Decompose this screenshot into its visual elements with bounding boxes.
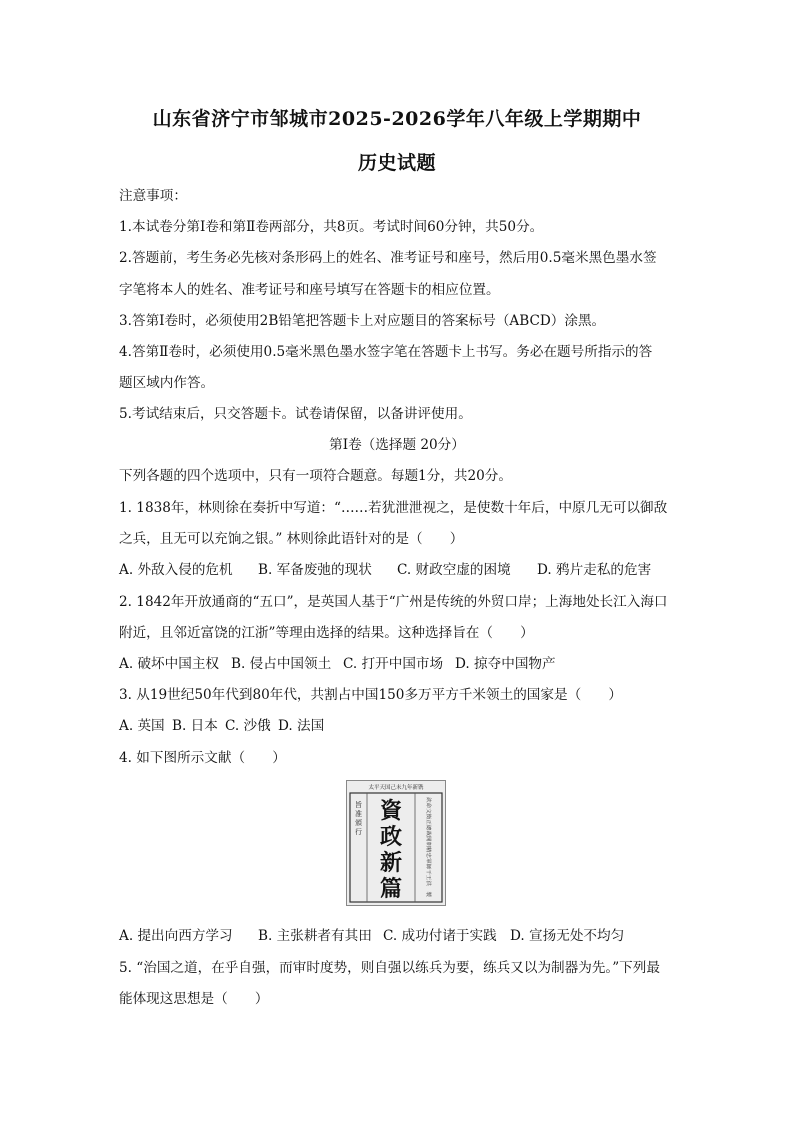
- question-2-line: 附近，且邻近富饶的江浙”等理由选择的结果。这种选择旨在（ ）: [119, 625, 534, 641]
- q1-option-a: A. 外敌入侵的危机: [119, 562, 233, 578]
- question-2-line: 2. 1842年开放通商的“五口”，是英国人基于“广州是传统的外贸口岸；上海地处长江入海口: [119, 594, 668, 610]
- q2-option-b: B. 侵占中国领土: [231, 656, 332, 672]
- section-instruction: 下列各题的四个选项中，只有一项符合题意。每题1分，共20分。: [119, 468, 512, 484]
- q2-option-c: C. 打开中国市场: [343, 656, 444, 672]
- question-5-line: 能体现这思想是（ ）: [119, 991, 269, 1007]
- cover-main-char: 政: [379, 824, 403, 850]
- notes-heading: 注意事项：: [119, 188, 187, 204]
- note-line: 字笔将本人的姓名、准考证号和座号填写在答题卡的相应位置。: [119, 282, 500, 298]
- section-heading: 第Ⅰ卷（选择题 20分）: [329, 437, 465, 453]
- note-line: 3.答第Ⅰ卷时，必须使用2B铅笔把答题卡上对应题目的答案标号（ABCD）涂黑。: [119, 313, 606, 329]
- cover-top-text: 太平天国己未九年新镌: [368, 785, 424, 791]
- q3-option-a: A. 英国: [119, 718, 165, 734]
- q4-option-d: D. 宣扬无处不均匀: [510, 928, 625, 944]
- note-line: 1.本试卷分第Ⅰ卷和第Ⅱ卷两部分，共8页。考试时间60分钟，共50分。: [119, 219, 544, 235]
- cover-left-char: 行: [355, 828, 362, 836]
- question-1-line: 1. 1838年，林则徐在奏折中写道：“……若犹泄泄视之，是使数十年后，中原几无可以御敌: [119, 500, 668, 516]
- cover-left-char: 頒: [355, 819, 362, 827]
- q2-option-d: D. 掠夺中国物产: [455, 656, 556, 672]
- note-line: 题区域内作答。: [119, 375, 215, 391]
- cover-main-char: 新: [379, 850, 403, 876]
- cover-left-char: 旨: [355, 801, 362, 809]
- cover-main-char: 資: [379, 798, 403, 824]
- cover-left-char: 准: [355, 810, 362, 818]
- cover-right-inscription: 欽命文衡正總裁開朝精忠軍師干王洪 製: [425, 797, 431, 888]
- question-5-line: 5. “治国之道，在乎自强，而审时度势，则自强以练兵为要，练兵又以为制器为先。”下列最: [119, 960, 660, 976]
- q4-option-c: C. 成功付诸于实践: [383, 928, 497, 944]
- q3-option-c: C. 沙俄: [225, 718, 271, 734]
- question-1-line: 之兵，且无可以充饷之银。” 林则徐此语针对的是（ ）: [119, 531, 464, 547]
- q1-option-d: D. 鸦片走私的危害: [537, 562, 652, 578]
- q4-option-b: B. 主张耕者有其田: [258, 928, 372, 944]
- note-line: 4.答第Ⅱ卷时，必须使用0.5毫米黑色墨水签字笔在答题卡上书写。务必在题号所指示的答: [119, 344, 653, 360]
- exam-subtitle: 历史试题: [357, 152, 436, 174]
- q4-option-a: A. 提出向西方学习: [119, 928, 233, 944]
- q1-option-b: B. 军备废弛的现状: [258, 562, 372, 578]
- note-line: 5.考试结束后，只交答题卡。试卷请保留，以备讲评使用。: [119, 406, 472, 422]
- question-4-line: 4. 如下图所示文献（ ）: [119, 750, 286, 766]
- question-3-line: 3. 从19世纪50年代到80年代，共割占中国150多万平方千米领土的国家是（ ）: [119, 687, 622, 703]
- note-line: 2.答题前，考生务必先核对条形码上的姓名、准考证号和座号，然后用0.5毫米黑色墨水签: [119, 250, 657, 266]
- q3-option-d: D. 法国: [278, 718, 325, 734]
- q3-option-b: B. 日本: [172, 718, 218, 734]
- q1-option-c: C. 财政空虚的困境: [397, 562, 511, 578]
- zizheng-xinpian-cover-image: [346, 780, 446, 906]
- q2-option-a: A. 破坏中国主权: [119, 656, 220, 672]
- cover-main-char: 篇: [379, 876, 403, 902]
- exam-title: 山东省济宁市邹城市2025-2026学年八年级上学期期中: [152, 108, 642, 130]
- book-cover-illustration: [347, 781, 445, 905]
